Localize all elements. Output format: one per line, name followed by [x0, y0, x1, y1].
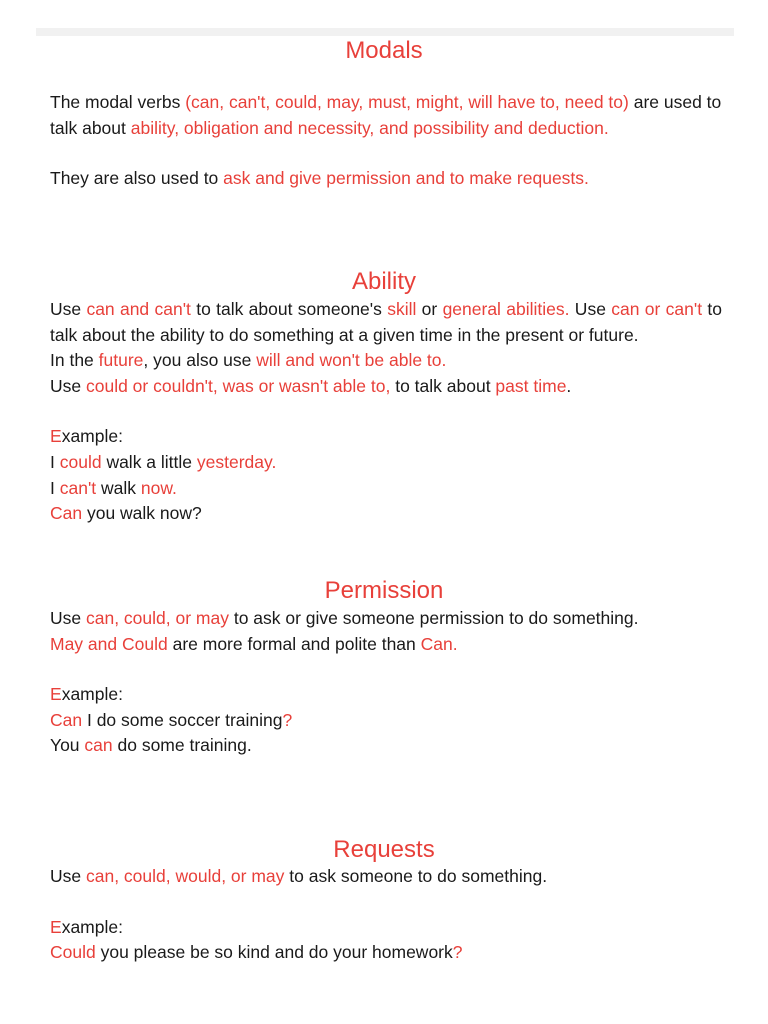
body-text: , you also use — [143, 350, 257, 371]
ability-example-2 — [50, 476, 722, 502]
highlight-text: can or can't — [611, 299, 703, 319]
highlight-text: can — [84, 735, 113, 756]
body-text: are used to talk about — [50, 92, 722, 138]
modals-intro-paragraph — [50, 90, 722, 141]
body-text: . — [566, 375, 572, 396]
ability-section — [50, 297, 722, 527]
highlight-text: yesterday. — [196, 451, 277, 472]
highlight-text: ? — [282, 709, 293, 730]
requests-title: Requests — [333, 836, 435, 863]
permission-example-label — [50, 682, 722, 708]
highlight-text: Can — [50, 503, 83, 524]
body-text: to talk about the ability to do something at a given time in the present or future. — [50, 299, 722, 345]
highlight-text: general abilities. — [442, 299, 570, 319]
ability-future-paragraph — [50, 348, 722, 374]
body-text: are more formal and polite than — [167, 633, 421, 654]
highlight-text: May and Could — [50, 633, 168, 654]
permission-section — [50, 606, 722, 759]
highlight-text: now. — [140, 477, 177, 498]
body-text: xample: — [61, 426, 123, 447]
body-text: do some training. — [112, 735, 252, 756]
body-text: Use — [50, 299, 87, 319]
highlight-text: ability, obligation and necessity, and possibility and deduction. — [130, 117, 609, 138]
ability-title: Ability — [351, 268, 417, 295]
body-text: I do some soccer training — [82, 709, 283, 730]
body-text: you walk now? — [82, 503, 202, 524]
body-text: In the — [50, 350, 99, 371]
body-text: You — [50, 735, 85, 756]
requests-section — [50, 864, 722, 966]
body-text: you please be so kind and do your homework — [95, 942, 453, 963]
highlight-text: Could — [50, 942, 96, 963]
ability-example-3 — [50, 501, 722, 527]
highlight-text: future — [98, 350, 144, 371]
highlight-text: Can. — [420, 633, 458, 654]
body-text: The modal verbs — [50, 92, 186, 112]
permission-formal-paragraph — [50, 632, 722, 658]
body-text: walk a little — [101, 451, 197, 472]
permission-example-1 — [50, 708, 722, 734]
body-text: They are also used to — [50, 168, 224, 189]
highlight-text: skill — [387, 299, 417, 319]
ability-use-paragraph — [50, 297, 722, 348]
highlight-text: will and won't be able to. — [256, 350, 447, 371]
permission-example-2 — [50, 733, 722, 759]
permission-title: Permission — [324, 577, 444, 604]
highlight-text: E — [50, 684, 62, 705]
modals-section — [50, 90, 722, 192]
highlight-text: ? — [452, 942, 463, 963]
highlight-text: can, could, or may — [85, 608, 229, 628]
highlight-text: can, could, would, or may — [85, 866, 285, 886]
highlight-text: past time — [495, 375, 567, 396]
body-text: to talk about — [390, 375, 496, 396]
highlight-text: can't — [59, 477, 97, 498]
body-text: or — [416, 299, 443, 319]
body-text: to ask someone to do something. — [284, 866, 548, 886]
body-text: xample: — [61, 684, 123, 705]
highlight-text: could — [59, 451, 102, 472]
body-text: walk — [96, 477, 141, 498]
body-text: Use — [50, 608, 86, 628]
ability-past-paragraph — [50, 374, 722, 400]
highlight-text: (can, can't, could, may, must, might, will have to, need to) — [185, 92, 629, 112]
modals-title: Modals — [345, 37, 423, 64]
body-text: I — [50, 451, 60, 472]
highlight-text: E — [50, 916, 62, 937]
highlight-text: can and can't — [86, 299, 191, 319]
body-text: to ask or give someone permission to do something. — [228, 608, 639, 628]
highlight-text: Can — [50, 709, 83, 730]
body-text: xample: — [61, 916, 123, 937]
highlight-text: E — [50, 426, 62, 447]
ability-example-1 — [50, 450, 722, 476]
top-divider — [36, 28, 734, 36]
requests-use-paragraph — [50, 864, 722, 890]
highlight-text: ask and give permission and to make requests. — [223, 168, 589, 189]
body-text: to talk about someone's — [190, 299, 388, 319]
body-text: I — [50, 477, 60, 498]
highlight-text: could or couldn't, was or wasn't able to, — [85, 375, 391, 396]
ability-example-label — [50, 424, 722, 450]
permission-use-paragraph — [50, 606, 722, 632]
requests-example-label — [50, 915, 722, 941]
body-text: Use — [50, 375, 86, 396]
modals-also-paragraph — [50, 166, 722, 192]
requests-example-1 — [50, 940, 722, 966]
body-text: Use — [569, 299, 612, 319]
body-text: Use — [50, 866, 86, 886]
